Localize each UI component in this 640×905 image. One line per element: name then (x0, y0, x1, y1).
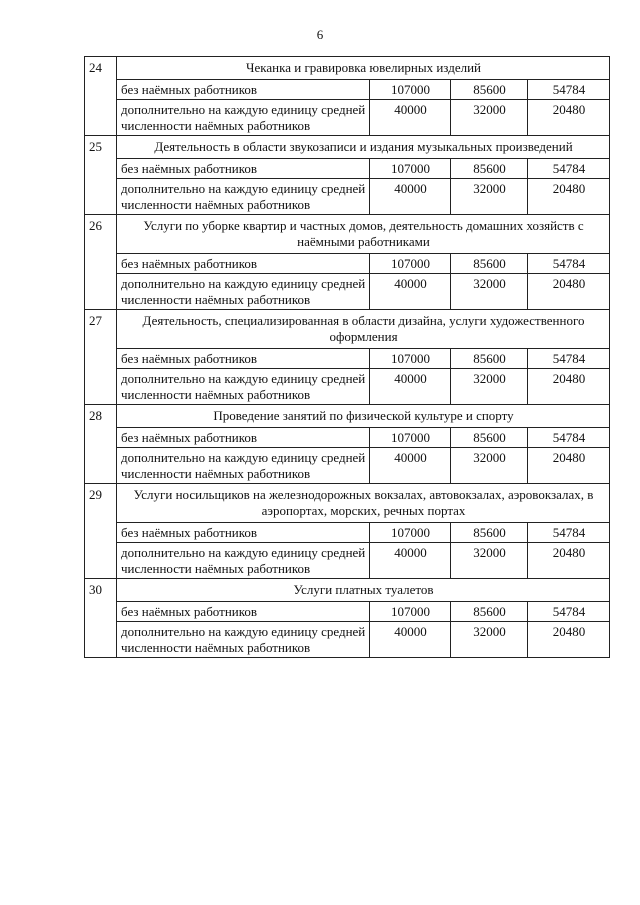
table-row (85, 80, 610, 100)
page-number: 6 (316, 27, 324, 42)
activity-header-row (85, 579, 610, 602)
value-cell: 20480 (528, 543, 610, 579)
value-cell: 54784 (528, 602, 610, 622)
table-row (85, 349, 610, 369)
table-row (85, 179, 610, 215)
value-cell: 32000 (451, 369, 528, 405)
row-number: 24 (85, 57, 117, 136)
value-cell: 40000 (370, 448, 451, 484)
value-cell: 107000 (370, 349, 451, 369)
value-cell: 107000 (370, 428, 451, 448)
value-cell: 85600 (451, 349, 528, 369)
value-cell: 20480 (528, 274, 610, 310)
value-cell: 54784 (528, 428, 610, 448)
value-cell: 54784 (528, 523, 610, 543)
value-cell: 107000 (370, 523, 451, 543)
tariff-table (84, 56, 610, 658)
value-cell: 32000 (451, 179, 528, 215)
table-row (85, 254, 610, 274)
value-cell: 40000 (370, 543, 451, 579)
value-cell: 107000 (370, 602, 451, 622)
activity-title: Деятельность, специализированная в области дизайна, услуги художественного оформления (117, 310, 610, 349)
condition-label: без наёмных работников (117, 428, 370, 448)
table-row (85, 448, 610, 484)
value-cell: 20480 (528, 448, 610, 484)
value-cell: 40000 (370, 179, 451, 215)
row-number: 27 (85, 310, 117, 405)
value-cell: 85600 (451, 602, 528, 622)
condition-label: дополнительно на каждую единицу средней численности наёмных работников (117, 543, 370, 579)
activity-header-row (85, 57, 610, 80)
value-cell: 20480 (528, 179, 610, 215)
condition-label: без наёмных работников (117, 80, 370, 100)
activity-title: Услуги по уборке квартир и частных домов, деятельность домашних хозяйств с наёмными работниками (117, 215, 610, 254)
value-cell: 40000 (370, 369, 451, 405)
row-number: 28 (85, 405, 117, 484)
row-number: 25 (85, 136, 117, 215)
value-cell: 32000 (451, 100, 528, 136)
value-cell: 54784 (528, 349, 610, 369)
table-row (85, 428, 610, 448)
condition-label: без наёмных работников (117, 523, 370, 543)
value-cell: 107000 (370, 254, 451, 274)
condition-label: дополнительно на каждую единицу средней численности наёмных работников (117, 369, 370, 405)
activity-header-row (85, 405, 610, 428)
table-row (85, 274, 610, 310)
value-cell: 32000 (451, 622, 528, 658)
activity-header-row (85, 484, 610, 523)
table-row (85, 100, 610, 136)
row-number: 29 (85, 484, 117, 579)
condition-label: дополнительно на каждую единицу средней численности наёмных работников (117, 274, 370, 310)
value-cell: 40000 (370, 274, 451, 310)
value-cell: 85600 (451, 428, 528, 448)
condition-label: дополнительно на каждую единицу средней численности наёмных работников (117, 622, 370, 658)
row-number: 26 (85, 215, 117, 310)
activity-header-row (85, 215, 610, 254)
value-cell: 20480 (528, 100, 610, 136)
value-cell: 20480 (528, 622, 610, 658)
value-cell: 20480 (528, 369, 610, 405)
condition-label: дополнительно на каждую единицу средней численности наёмных работников (117, 100, 370, 136)
value-cell: 107000 (370, 159, 451, 179)
condition-label: дополнительно на каждую единицу средней численности наёмных работников (117, 179, 370, 215)
table-row (85, 523, 610, 543)
value-cell: 40000 (370, 622, 451, 658)
table-row (85, 602, 610, 622)
table-row (85, 159, 610, 179)
table-row (85, 369, 610, 405)
value-cell: 85600 (451, 80, 528, 100)
value-cell: 85600 (451, 254, 528, 274)
value-cell: 32000 (451, 448, 528, 484)
activity-title: Чеканка и гравировка ювелирных изделий (117, 57, 610, 80)
value-cell: 32000 (451, 543, 528, 579)
condition-label: без наёмных работников (117, 159, 370, 179)
condition-label: без наёмных работников (117, 254, 370, 274)
value-cell: 85600 (451, 159, 528, 179)
value-cell: 54784 (528, 254, 610, 274)
value-cell: 32000 (451, 274, 528, 310)
row-number: 30 (85, 579, 117, 658)
activity-title: Проведение занятий по физической культуре и спорту (117, 405, 610, 428)
value-cell: 54784 (528, 159, 610, 179)
condition-label: без наёмных работников (117, 349, 370, 369)
value-cell: 85600 (451, 523, 528, 543)
activity-title: Услуги носильщиков на железнодорожных вокзалах, автовокзалах, аэровокзалах, в аэропортах, морских, речных портах (117, 484, 610, 523)
condition-label: без наёмных работников (117, 602, 370, 622)
activity-header-row (85, 310, 610, 349)
table-row (85, 543, 610, 579)
table-row (85, 622, 610, 658)
activity-title: Услуги платных туалетов (117, 579, 610, 602)
value-cell: 107000 (370, 80, 451, 100)
value-cell: 54784 (528, 80, 610, 100)
value-cell: 40000 (370, 100, 451, 136)
activity-title: Деятельность в области звукозаписи и издания музыкальных произведений (117, 136, 610, 159)
activity-header-row (85, 136, 610, 159)
condition-label: дополнительно на каждую единицу средней численности наёмных работников (117, 448, 370, 484)
